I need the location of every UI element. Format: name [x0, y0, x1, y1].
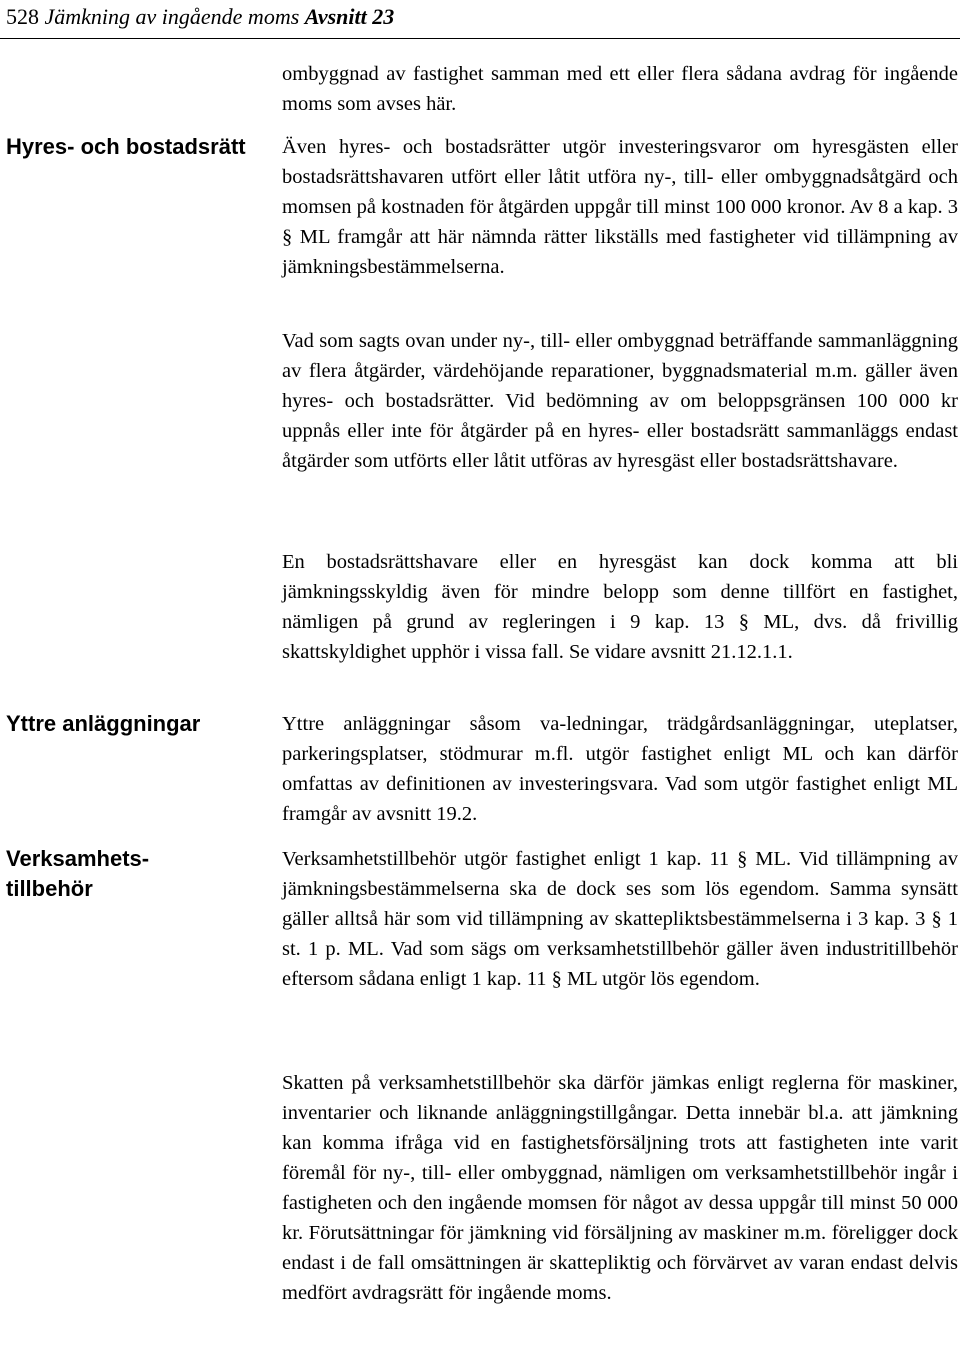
page-number: 528 — [6, 4, 39, 29]
paragraph-5: Yttre anläggningar såsom va-ledningar, trädgårdsanläggningar, uteplatser, parkeringsplatser, stödmurar m.fl. utgör fastighet enligt ML och kan därför omfattas av definitionen av investeringsvara. Vad som utgör fastighet enligt ML framgår av avsnitt 19.2. — [282, 713, 958, 825]
paragraph-4: En bostadsrättshavare eller en hyresgäst kan dock komma att bli jämkningsskyldig även för mindre belopp som denne tillfört en fastighet, nämligen på grund av regleringen i 9 kap. 13 § ML, dvs. då frivillig skattskyldighet upphör i vissa fall. Se vidare avsnitt 21.12.1.1. — [282, 551, 958, 663]
header-rule — [0, 38, 960, 39]
margin-heading-yttre: Yttre anläggningar — [6, 711, 201, 736]
chapter-title: Jämkning av ingående moms — [44, 4, 300, 29]
section-label: Avsnitt 23 — [304, 4, 395, 29]
margin-heading-hyres: Hyres- och bostadsrätt — [6, 134, 246, 159]
paragraph-3: Vad som sagts ovan under ny-, till- eller ombyggnad beträffande sammanläggning av flera åtgärder, värdehöjande reparationer, byggnadsmaterial m.m. gäller även hyres- och bostadsrätter. Vid bedömning av om beloppsgränsen 100 000 kr uppnås eller inte för åtgärder på en hyres- eller bostadsrätt sammanläggs endast åtgärder som utförts eller låtit utföras av hyresgäst eller bostadsrättshavare. — [282, 330, 958, 472]
paragraph-7: Skatten på verksamhetstillbehör ska därför jämkas enligt reglerna för maskiner, inventarier och liknande anläggningstillgångar. Detta innebär bl.a. att jämkning kan komma ifråga vid en fastighetsförsäljning trots att fastigheten inte varit föremål för ny-, till- eller ombyggnad, nämligen om verksamhetstillbehör ingår i fastigheten och den ingående momsen för något av dessa uppgår till minst 50 000 kr. Förutsättningar för jämkning vid försäljning av maskiner m.m. föreligger dock endast i de fall omsättningen är skattepliktig och förvärvet av varan endast delvis medfört avdragsrätt för ingående moms. — [282, 1072, 958, 1304]
paragraph-1: ombyggnad av fastighet samman med ett eller flera sådana avdrag för ingående moms som avses här. — [282, 63, 958, 115]
margin-heading-verksamhet: Verksamhets- tillbehör — [6, 846, 150, 901]
paragraph-2: Även hyres- och bostadsrätter utgör investeringsvaror om hyresgästen eller bostadsrättshavaren utfört eller låtit utföra ny-, till- eller ombyggnadsåtgärd och momsen på kostnaden för åtgärden uppgår till minst 100 000 kronor. Av 8 a kap. 3 § ML framgår att här nämnda rätter likställs med fastigheter vid tillämpning av jämkningsbestämmelserna. — [282, 136, 958, 278]
paragraph-6: Verksamhetstillbehör utgör fastighet enligt 1 kap. 11 § ML. Vid tillämpning av jämkningsbestämmelserna ska de dock ses som lös egendom. Samma synsätt gäller alltså här som vid tillämpning av skattepliktsbestämmelserna i 3 kap. 3 § 1 st. 1 p. ML. Vad som sägs om verksamhetstillbehör gäller även industritillbehör eftersom sådana enligt 1 kap. 11 § ML utgör lös egendom. — [282, 848, 958, 990]
running-header — [6, 2, 394, 36]
